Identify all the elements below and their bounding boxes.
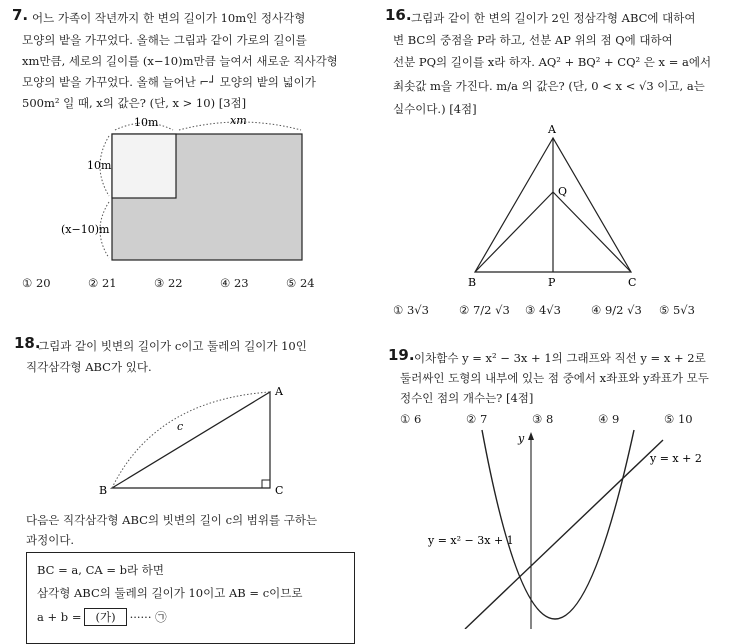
q19-choice-1[interactable]: ① 6	[400, 412, 422, 426]
q7-side-label-2: (x−10)m	[61, 223, 110, 236]
q16-line-2: 변 BC의 중점을 P라 하고, 선분 AP 위의 점 Q에 대하여	[393, 33, 673, 47]
q18-label-b: B	[99, 484, 108, 497]
q7-choice-2[interactable]: ② 21	[88, 276, 117, 290]
q7-side-label: 10m	[87, 159, 112, 172]
q16-choice-5[interactable]: ⑤ 5√3	[659, 303, 695, 317]
q7-number: 7.	[12, 6, 29, 24]
q7-top-label-2: xm	[230, 114, 247, 127]
q7-choice-1[interactable]: ① 20	[22, 276, 51, 290]
q19-line-label: y = x + 2	[650, 452, 702, 465]
q7-figure	[55, 112, 315, 264]
q16-label-b: B	[468, 276, 477, 289]
q19-y-axis-label: y	[518, 432, 525, 445]
q16-line-5: 실수이다.) [4점]	[393, 102, 477, 116]
q19-choice-3[interactable]: ③ 8	[532, 412, 554, 426]
q18-after-1: 다음은 직각삼각형 ABC의 빗변의 길이 c의 범위를 구하는	[26, 513, 318, 527]
q7-choice-4[interactable]: ④ 23	[220, 276, 249, 290]
q16-label-q: Q	[558, 185, 568, 198]
q7-line-5: 500m² 일 때, x의 값은? (단, x > 10) [3점]	[22, 96, 247, 110]
q18-label-hyp: c	[177, 420, 184, 433]
q16-line-3: 선분 PQ의 길이를 x라 하자. AQ² + BQ² + CQ² 은 x = a에서	[393, 55, 712, 69]
q18-triangle	[112, 392, 270, 488]
q19-choice-2[interactable]: ② 7	[466, 412, 488, 426]
q18-solution-box	[26, 552, 355, 644]
q16-choice-4[interactable]: ④ 9/2 √3	[591, 303, 642, 317]
q16-choices	[393, 303, 695, 317]
q19-curve-label: y = x² − 3x + 1	[428, 534, 514, 547]
q18-number: 18.	[14, 334, 41, 352]
q19-choices	[400, 412, 693, 426]
q19-line-2: 둘러싸인 도형의 내부에 있는 점 중에서 x좌표와 y좌표가 모두	[400, 371, 709, 385]
q7-line-1: 어느 가족이 작년까지 한 변의 길이가 10m인 정사각형	[32, 11, 306, 25]
q19-line-1: 이차함수 y = x² − 3x + 1의 그래프와 직선 y = x + 2로	[414, 351, 706, 365]
q18-box-equation: a + b =	[37, 610, 82, 624]
q16-label-c: C	[628, 276, 637, 289]
q7-line-3: xm만큼, 세로의 길이를 (x−10)m만큼 늘여서 새로운 직사각형	[22, 54, 338, 68]
q7-choice-5[interactable]: ⑤ 24	[286, 276, 315, 290]
q16-choice-3[interactable]: ③ 4√3	[525, 303, 561, 317]
q16-figure	[458, 120, 648, 292]
q18-blank-ga: (가)	[84, 608, 126, 626]
q18-label-c: C	[275, 484, 284, 497]
q18-label-a: A	[275, 385, 283, 398]
q7-choices	[22, 276, 315, 290]
q19-choice-5[interactable]: ⑤ 10	[664, 412, 693, 426]
q18-box-line-2: 삼각형 ABC의 둘레의 길이가 10이고 AB = c이므로	[37, 586, 303, 600]
q7-original-square	[112, 134, 176, 198]
q19-number: 19.	[388, 346, 415, 364]
q18-figure	[95, 380, 305, 500]
q7-choice-3[interactable]: ③ 22	[154, 276, 183, 290]
q16-choice-1[interactable]: ① 3√3	[393, 303, 429, 317]
q7-line-2: 모양의 밭을 가꾸었다. 올해는 그림과 같이 가로의 길이를	[22, 33, 307, 47]
q18-after-2: 과정이다.	[26, 533, 75, 547]
q16-label-p: P	[548, 276, 556, 289]
q16-number: 16.	[385, 6, 412, 24]
q18-box-line-1: BC = a, CA = b라 하면	[37, 563, 164, 577]
q16-choice-2[interactable]: ② 7/2 √3	[459, 303, 510, 317]
q18-line-1: 그림과 같이 빗변의 길이가 c이고 둘레의 길이가 10인	[38, 339, 307, 353]
q19-choice-4[interactable]: ④ 9	[598, 412, 620, 426]
q19-line-3: 정수인 점의 개수는? [4점]	[400, 391, 534, 405]
q16-line-4: 최솟값 m을 가진다. m/a 의 값은? (단, 0 < x < √3 이고, a는	[393, 79, 705, 93]
q18-box-tail: ······ ㉠	[129, 610, 167, 624]
q16-label-a: A	[548, 123, 556, 136]
q19-figure	[420, 428, 740, 629]
q16-line-1: 그림과 같이 한 변의 길이가 2인 정삼각형 ABC에 대하여	[411, 11, 696, 25]
q18-box-line-3	[37, 608, 167, 626]
q18-line-2: 직각삼각형 ABC가 있다.	[26, 360, 152, 374]
q7-top-label: 10m	[134, 116, 159, 129]
q7-line-4: 모양의 밭을 가꾸었다. 올해 늘어난 ⌐┘ 모양의 밭의 넓이가	[22, 75, 316, 89]
